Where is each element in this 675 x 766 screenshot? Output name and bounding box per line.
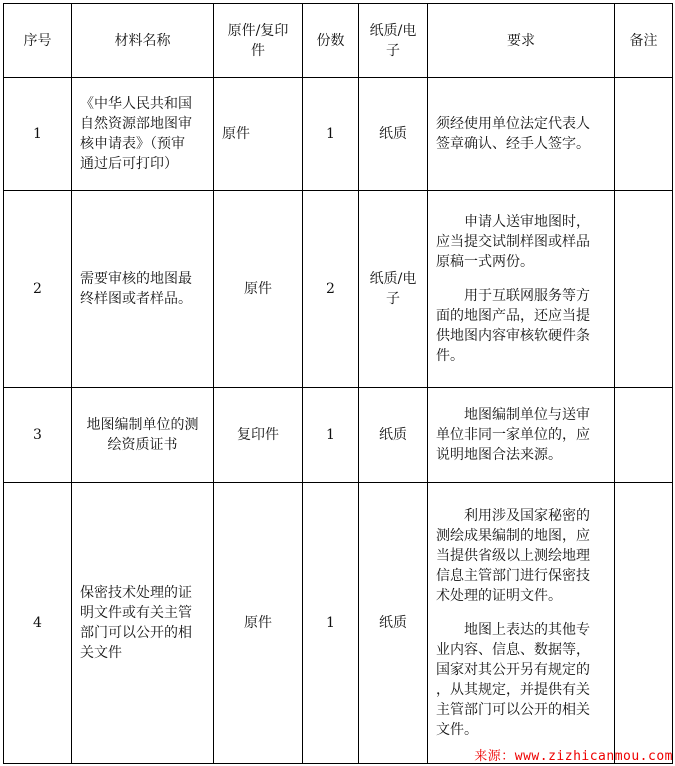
row-name: 需要审核的地图最 终样图或者样品。 — [72, 191, 214, 388]
header-name: 材料名称 — [72, 4, 214, 78]
row-count: 1 — [303, 78, 359, 191]
row-note — [615, 78, 673, 191]
row-requirement — [428, 78, 615, 191]
row-count: 1 — [303, 483, 359, 764]
header-requirement: 要求 — [428, 4, 615, 78]
row-count: 1 — [303, 388, 359, 483]
header-type: 原件/复印 件 — [214, 4, 303, 78]
row-no: 3 — [4, 388, 72, 483]
row-note — [615, 191, 673, 388]
requirement-text: 地图上表达的其他专 业内容、信息、数据等， 国家对其公开另有规定的 ，从其规定，并提供有关 主管部门可以公开的相关 文件。 — [436, 622, 590, 738]
requirement-text: 须经使用单位法定代表人 签章确认、经手人签字。 — [436, 116, 590, 152]
materials-table — [3, 3, 673, 764]
row-note — [615, 483, 673, 764]
table-row — [4, 78, 673, 191]
row-requirement — [428, 388, 615, 483]
row-requirement — [428, 191, 615, 388]
requirement-text: 地图编制单位与送审 单位非同一家单位的，应 说明地图合法来源。 — [436, 407, 590, 463]
row-type: 原件 — [214, 191, 303, 388]
requirement-text: 利用涉及国家秘密的 测绘成果编制的地图，应 当提供省级以上测绘地理 信息主管部门进行保密技 术处理的证明文件。 — [436, 508, 590, 604]
row-format: 纸质 — [359, 388, 428, 483]
row-requirement — [428, 483, 615, 764]
row-note — [615, 388, 673, 483]
header-note: 备注 — [615, 4, 673, 78]
header-count: 份数 — [303, 4, 359, 78]
table-row — [4, 483, 673, 764]
table-row — [4, 388, 673, 483]
row-name: 《中华人民共和国 自然资源部地图审 核申请表》（预审 通过后可打印） — [72, 78, 214, 191]
row-type: 复印件 — [214, 388, 303, 483]
row-count: 2 — [303, 191, 359, 388]
row-name: 保密技术处理的证 明文件或有关主管 部门可以公开的相 关文件 — [72, 483, 214, 764]
table-row — [4, 191, 673, 388]
row-name: 地图编制单位的测 绘资质证书 — [72, 388, 214, 483]
row-type: 原件 — [214, 483, 303, 764]
header-row — [4, 4, 673, 78]
header-no: 序号 — [4, 4, 72, 78]
row-no: 4 — [4, 483, 72, 764]
row-no: 1 — [4, 78, 72, 191]
requirement-text: 用于互联网服务等方 面的地图产品，还应当提 供地图内容审核软硬件条 件。 — [436, 288, 590, 364]
row-format: 纸质 — [359, 483, 428, 764]
requirement-text: 申请人送审地图时， 应当提交试制样图或样品 原稿一式两份。 — [436, 214, 590, 270]
source-watermark: 来源：www.zizhicanmou.com — [474, 749, 673, 764]
row-no: 2 — [4, 191, 72, 388]
row-format: 纸质 — [359, 78, 428, 191]
row-format: 纸质/电 子 — [359, 191, 428, 388]
header-format: 纸质/电 子 — [359, 4, 428, 78]
row-type: 原件 — [214, 78, 303, 191]
